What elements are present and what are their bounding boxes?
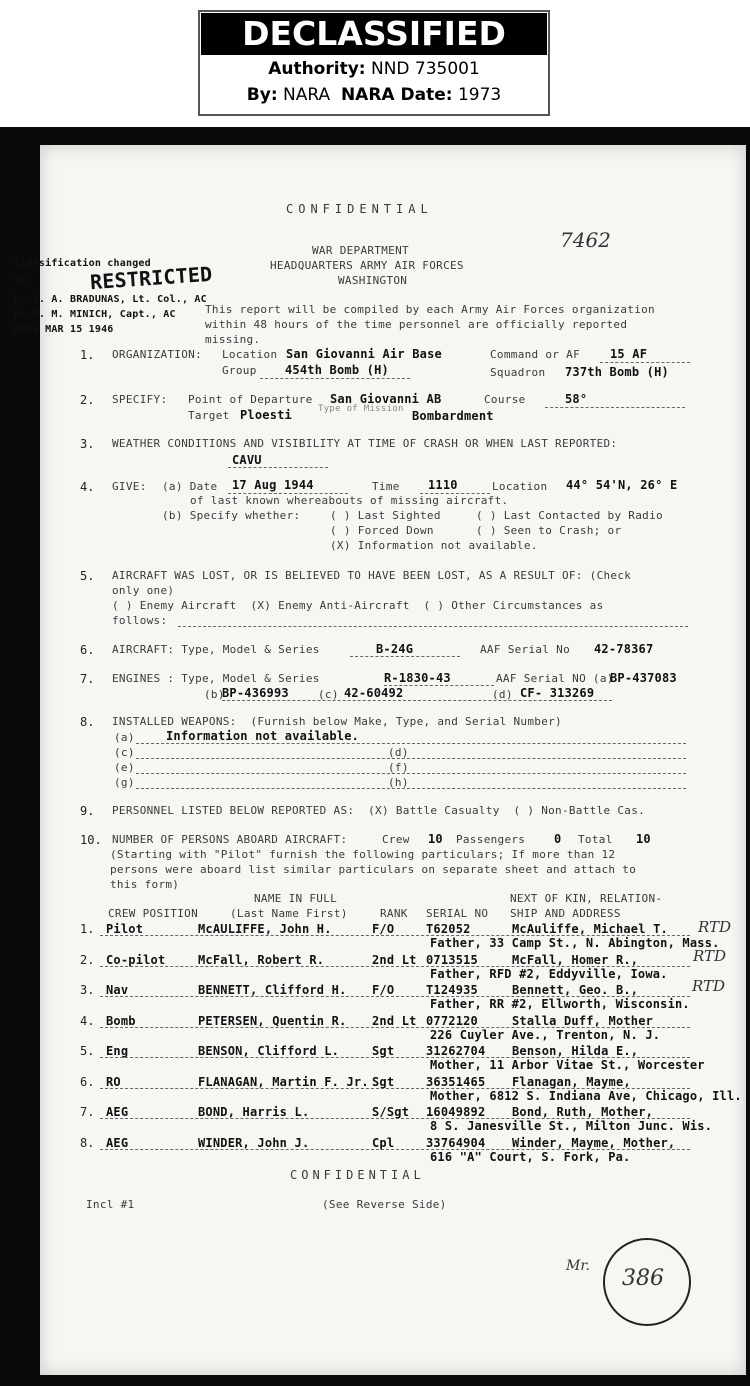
item-8-number: 8.	[80, 715, 95, 729]
crew-row-rule	[100, 1088, 690, 1089]
lost-line-3: ( ) Enemy Aircraft (X) Enemy Anti-Aircraft ( ) Other Circumstances as	[112, 599, 604, 612]
crew-row-number: 2.	[80, 952, 95, 967]
last-name-first-header: (Last Name First)	[230, 907, 348, 920]
inclosure-label: Incl #1	[86, 1198, 135, 1211]
location-label: Location	[222, 348, 278, 361]
option-seen-crash: ( ) Seen to Crash; or	[476, 524, 622, 537]
item-4-number: 4.	[80, 480, 95, 494]
engines-label: ENGINES : Type, Model & Series	[112, 672, 320, 685]
crew-rank: F/O	[372, 983, 395, 997]
crew-row-rule	[100, 996, 690, 997]
crew-position-header: CREW POSITION	[108, 907, 198, 920]
engines-value: R-1830-43	[384, 671, 451, 685]
organization-label: ORGANIZATION:	[112, 348, 202, 361]
crew-row-rule	[100, 1118, 690, 1119]
total-label: Total	[578, 833, 613, 846]
option-forced-down: ( ) Forced Down	[330, 524, 434, 537]
group-value: 454th Bomb (H)	[285, 363, 389, 377]
item-5-number: 5.	[80, 569, 95, 583]
weapon-rule-2	[136, 758, 686, 759]
aaf-serial-value: 42-78367	[594, 642, 654, 656]
rtd-mark-2: RTD	[693, 947, 727, 965]
weapon-a-label: (a)	[114, 731, 135, 744]
weapon-c-label: (c)	[114, 746, 135, 759]
crew-rank: Sgt	[372, 1044, 395, 1058]
crew-rank: Cpl	[372, 1135, 395, 1150]
mr-mark: Mr.	[566, 1258, 590, 1274]
crew-rank: Sgt	[372, 1074, 395, 1089]
page-number-value: 386	[622, 1266, 664, 1291]
hq-line: HEADQUARTERS ARMY AIR FORCES	[270, 259, 464, 272]
next-of-kin-header: NEXT OF KIN, RELATION-	[510, 892, 663, 905]
crew-row-rule	[100, 1027, 690, 1028]
crew-next-of-kin: Bennett, Geo. B.,	[512, 983, 639, 997]
stamp-by: By: NARA NARA Date: 1973	[246, 85, 502, 105]
engine-serial-label: AAF Serial NO (a)	[496, 672, 614, 685]
crew-row-number: 5.	[80, 1044, 95, 1058]
crew-rank: 2nd Lt	[372, 952, 417, 967]
item-6-number: 6.	[80, 643, 95, 657]
mission-label: Type of Mission	[318, 404, 404, 414]
aaf-serial-label: AAF Serial No	[480, 643, 570, 656]
crew-address: Father, RR #2, Ellworth, Wisconsin.	[430, 997, 690, 1011]
crew-position: Eng	[106, 1044, 129, 1058]
crew-name: McAULIFFE, John H.	[198, 922, 332, 936]
crew-row-number: 1.	[80, 922, 95, 936]
weapon-h-label: (h)	[388, 776, 409, 789]
option-last-contacted: ( ) Last Contacted by Radio	[476, 509, 663, 522]
course-value: 58°	[565, 392, 588, 406]
squadron-value: 737th Bomb (H)	[565, 365, 669, 379]
starting-line-1: (Starting with "Pilot" furnish the following particulars; If more than 12	[110, 848, 616, 861]
see-reverse-side: (See Reverse Side)	[322, 1198, 447, 1211]
crew-serial: 16049892	[426, 1105, 486, 1119]
crew-next-of-kin: McFall, Homer R.,	[512, 952, 639, 967]
time-value: 1110	[428, 478, 458, 492]
lost-line-4: follows:	[112, 614, 168, 627]
confidential-bottom: CONFIDENTIAL	[290, 1168, 425, 1182]
location-give-value: 44° 54'N, 26° E	[566, 478, 678, 492]
item-7-number: 7.	[80, 672, 95, 686]
course-label: Course	[484, 393, 526, 406]
engine-b-label: (b)	[204, 688, 225, 701]
rtd-mark-1: RTD	[698, 918, 732, 936]
crew-serial: 36351465	[426, 1074, 486, 1089]
crew-serial: 0713515	[426, 952, 478, 967]
weapon-rule-3	[136, 773, 686, 774]
aircraft-value: B-24G	[376, 642, 414, 656]
weapon-rule-4	[136, 788, 686, 789]
crew-address: 8 S. Janesville St., Milton Junc. Wis.	[430, 1119, 713, 1133]
engine-d-label: (d)	[492, 688, 513, 701]
intro-line-2: within 48 hours of the time personnel are officially reported	[205, 318, 628, 331]
crew-name: FLANAGAN, Martin F. Jr.	[198, 1074, 369, 1089]
location-give-label: Location	[492, 480, 548, 493]
departure-label: Point of Departure	[188, 393, 313, 406]
rank-header: RANK	[380, 907, 408, 920]
crew-row-rule	[100, 966, 690, 967]
classification-changed: Classification changed	[14, 258, 151, 269]
by-line-1: by E. A. BRADUNAS, Lt. Col., AC	[14, 294, 207, 305]
weather-label: WEATHER CONDITIONS AND VISIBILITY AT TIME OF CRASH OR WHEN LAST REPORTED:	[112, 437, 618, 450]
crew-row-number: 7.	[80, 1105, 95, 1119]
crew-next-of-kin: Flanagan, Mayme,	[512, 1074, 631, 1089]
course-rule	[545, 407, 685, 408]
address-header: SHIP AND ADDRESS	[510, 907, 621, 920]
lost-line-2: only one)	[112, 584, 175, 597]
command-label: Command or AF	[490, 348, 580, 361]
give-label: GIVE:	[112, 480, 147, 493]
target-value: Ploesti	[240, 408, 292, 422]
crew-row-rule	[100, 935, 690, 936]
item-10-number: 10.	[80, 833, 102, 847]
specify-b-label: (b) Specify whether:	[162, 509, 301, 522]
crew-serial: 0772120	[426, 1013, 478, 1028]
crew-address: Father, 33 Camp St., N. Abington, Mass.	[430, 936, 720, 950]
crew-name: BENSON, Clifford L.	[198, 1044, 340, 1058]
crew-address: Mother, 6812 S. Indiana Ave, Chicago, Ill.	[430, 1088, 742, 1103]
weapons-value: Information not available.	[166, 729, 360, 743]
restricted-stamp: RESTRICTED	[89, 261, 214, 295]
lost-line-1: AIRCRAFT WAS LOST, OR IS BELIEVED TO HAVE BEEN LOST, AS A RESULT OF: (Check	[112, 569, 632, 582]
crew-rank: 2nd Lt	[372, 1013, 417, 1028]
weapons-label: INSTALLED WEAPONS: (Furnish below Make, Type, and Serial Number)	[112, 715, 562, 728]
crew-serial: T62052	[426, 922, 471, 936]
aircraft-label: AIRCRAFT: Type, Model & Series	[112, 643, 320, 656]
engine-c-label: (c)	[318, 688, 339, 701]
follows-rule	[178, 626, 688, 627]
item-2-number: 2.	[80, 393, 95, 407]
starting-line-2: persons were aboard list similar particulars on separate sheet and attach to	[110, 863, 637, 876]
crew-address: 616 "A" Court, S. Fork, Pa.	[430, 1149, 631, 1164]
engine-c-value: 42-60492	[344, 686, 404, 700]
crew-address: Father, RFD #2, Eddyville, Iowa.	[430, 966, 668, 981]
to-label: to	[14, 276, 27, 287]
squadron-label: Squadron	[490, 366, 546, 379]
crew-position: AEG	[106, 1135, 129, 1150]
command-rule	[600, 362, 690, 363]
crew-value: 10	[428, 832, 443, 846]
crew-serial: T124935	[426, 983, 478, 997]
item-1-number: 1.	[80, 348, 95, 362]
weather-rule	[228, 467, 328, 468]
crew-row-number: 4.	[80, 1013, 95, 1028]
crew-row-rule	[100, 1149, 690, 1150]
crew-next-of-kin: Stalla Duff, Mother	[512, 1013, 654, 1028]
crew-rank: F/O	[372, 922, 395, 936]
crew-rank: S/Sgt	[372, 1105, 410, 1119]
command-value: 15 AF	[610, 347, 648, 361]
crew-label: Crew	[382, 833, 410, 846]
crew-row-rule	[100, 1057, 690, 1058]
passengers-label: Passengers	[456, 833, 526, 846]
mission-value: Bombardment	[412, 409, 494, 423]
weapon-e-label: (e)	[114, 761, 135, 774]
engine-bcd-rule	[222, 700, 612, 701]
weapon-d-label: (d)	[388, 746, 409, 759]
crew-serial: 33764904	[426, 1135, 486, 1150]
crew-name: WINDER, John J.	[198, 1135, 310, 1150]
confidential-top: CONFIDENTIAL	[286, 202, 433, 216]
group-label: Group	[222, 364, 257, 377]
date-line: Date MAR 15 1946	[14, 324, 114, 335]
target-label: Target	[188, 409, 230, 422]
date-label: (a) Date	[162, 480, 218, 493]
crew-position: RO	[106, 1074, 121, 1089]
crew-next-of-kin: Benson, Hilda E.,	[512, 1044, 639, 1058]
rtd-mark-3: RTD	[692, 977, 726, 995]
war-department: WAR DEPARTMENT	[312, 244, 409, 257]
engine-b-value: BP-436993	[222, 686, 289, 700]
option-info-not-available: (X) Information not available.	[330, 539, 538, 552]
engine-d-value: CF- 313269	[520, 686, 595, 700]
weapon-g-label: (g)	[114, 776, 135, 789]
declassified-stamp	[198, 10, 550, 116]
city-line: WASHINGTON	[338, 274, 408, 287]
weapon-f-label: (f)	[388, 761, 409, 774]
crew-position: Pilot	[106, 922, 144, 936]
departure-value: San Giovanni AB	[330, 392, 442, 406]
crew-row-number: 3.	[80, 983, 95, 997]
crew-next-of-kin: Bond, Ruth, Mother,	[512, 1105, 654, 1119]
stamp-heading: DECLASSIFIED	[201, 13, 547, 55]
location-value: San Giovanni Air Base	[286, 347, 442, 361]
name-in-full-header: NAME IN FULL	[254, 892, 338, 905]
stamp-authority: Authority: NND 735001	[268, 59, 480, 79]
crew-name: McFall, Robert R.	[198, 952, 325, 967]
crew-position: AEG	[106, 1105, 129, 1119]
crew-next-of-kin: Winder, Mayme, Mother,	[512, 1135, 676, 1150]
passengers-value: 0	[554, 832, 562, 846]
date-value: 17 Aug 1944	[232, 478, 314, 492]
crew-position: Bomb	[106, 1013, 136, 1028]
crew-row-number: 8.	[80, 1135, 95, 1150]
item-9-number: 9.	[80, 804, 95, 818]
total-value: 10	[636, 832, 651, 846]
crew-position: Nav	[106, 983, 129, 997]
by-line-2: by F. M. MINICH, Capt., AC	[14, 309, 176, 320]
intro-line-3: missing.	[205, 333, 261, 346]
specify-label: SPECIFY:	[112, 393, 168, 406]
crew-name: BOND, Harris L.	[198, 1105, 310, 1119]
weapon-rule-1	[136, 743, 686, 744]
aircraft-rule	[350, 656, 460, 657]
serial-header: SERIAL NO	[426, 907, 489, 920]
crew-address: 226 Cuyler Ave., Trenton, N. J.	[430, 1027, 661, 1042]
crew-row-number: 6.	[80, 1074, 95, 1089]
persons-label: NUMBER OF PERSONS ABOARD AIRCRAFT:	[112, 833, 348, 846]
group-rule	[260, 378, 410, 379]
starting-line-3: this form)	[110, 878, 180, 891]
option-last-sighted: ( ) Last Sighted	[330, 509, 441, 522]
crew-next-of-kin: McAuliffe, Michael T.	[512, 922, 668, 936]
crew-position: Co-pilot	[106, 952, 166, 967]
intro-line-1: This report will be compiled by each Army Air Forces organization	[205, 303, 655, 316]
engine-a-value: BP-437083	[610, 671, 677, 685]
personnel-label: PERSONNEL LISTED BELOW REPORTED AS: (X) Battle Casualty ( ) Non-Battle Cas.	[112, 804, 646, 817]
crew-address: Mother, 11 Arbor Vitae St., Worcester	[430, 1058, 705, 1072]
crew-name: BENNETT, Clifford H.	[198, 983, 347, 997]
crew-serial: 31262704	[426, 1044, 486, 1058]
doc-number: 7462	[560, 228, 611, 252]
crew-name: PETERSEN, Quentin R.	[198, 1013, 347, 1028]
time-label: Time	[372, 480, 400, 493]
whereabouts-line: of last known whereabouts of missing aircraft.	[190, 494, 509, 507]
item-3-number: 3.	[80, 437, 95, 451]
weather-value: CAVU	[232, 453, 262, 467]
